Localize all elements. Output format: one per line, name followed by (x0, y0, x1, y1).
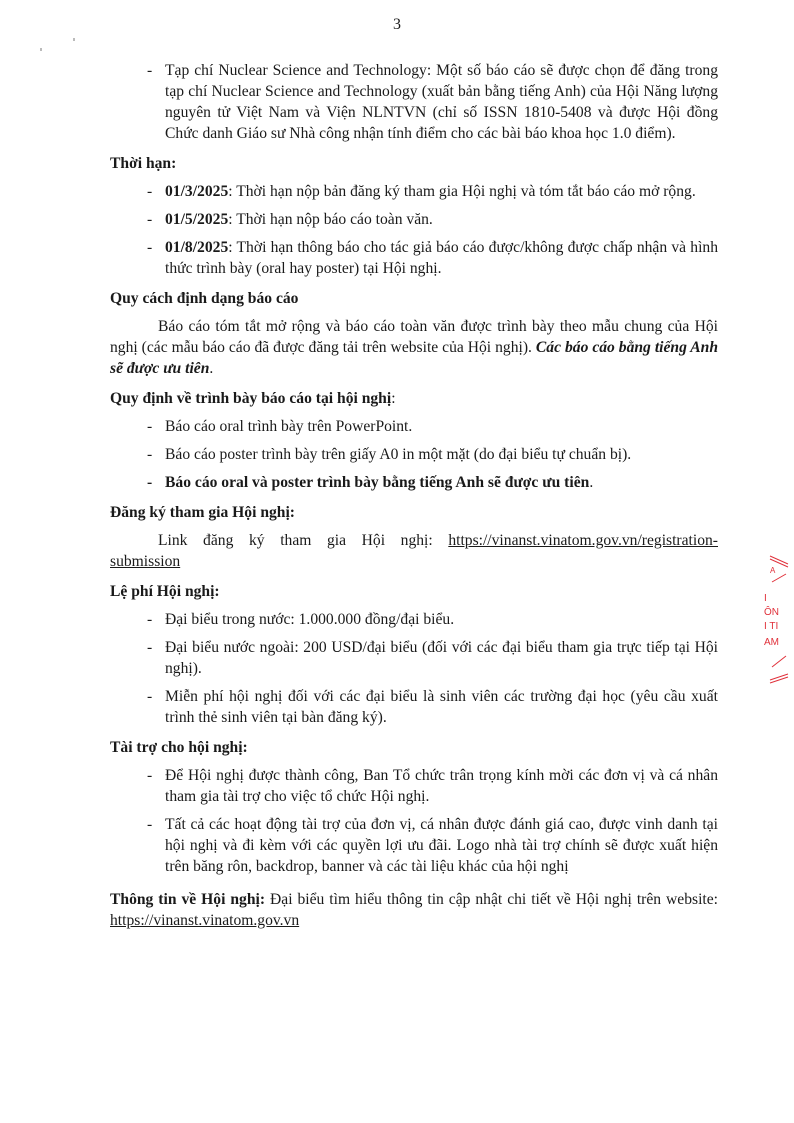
deadline-text: : Thời hạn thông báo cho tác giả báo cáo được/không được chấp nhận và hình thức trình bày (oral hay poster) tại Hội nghị. (165, 239, 718, 277)
bullet-dash: - (147, 183, 153, 200)
fee-item (110, 637, 718, 679)
bullet-dash: - (147, 211, 153, 228)
sponsorship-heading: Tài trợ cho hội nghị: (110, 739, 248, 756)
fee-text: Đại biểu nước ngoài: 200 USD/đại biểu (đối với các đại biểu tham gia trực tiếp tại Hội nghị). (165, 639, 718, 677)
stamp-text: A (770, 566, 776, 575)
bullet-dash: - (147, 418, 153, 435)
presentation-text: Báo cáo oral trình bày trên PowerPoint. (165, 418, 413, 435)
fee-item (110, 686, 718, 728)
document-body (110, 60, 718, 938)
bullet-dash: - (147, 62, 153, 79)
presentation-heading (110, 388, 718, 409)
bullet-dash: - (147, 239, 153, 256)
bullet-dash: - (147, 767, 153, 784)
journal-text: Tạp chí Nuclear Science and Technology: Một số báo cáo sẽ được chọn để đăng trong tạp chí Nuclear Science and Technology (xuất bản bằng tiếng Anh) của Hội Năng lượng nguyên tử Việt Nam và Viện NLNTVN (chỉ số ISSN 1810-5408 và được Hội đồng Chức danh Giáo sư Nhà công nhận tính điểm cho các bài báo khoa học 1.0 điểm). (165, 62, 718, 142)
registration-paragraph (110, 530, 718, 572)
stamp-text: I TI (764, 621, 779, 632)
presentation-item-bold (110, 472, 718, 493)
format-emphasis: Các báo cáo bằng tiếng Anh sẽ được ưu tiên (110, 339, 719, 377)
page-number: 3 (393, 16, 401, 33)
deadline-item (110, 209, 718, 230)
deadline-date: 01/3/2025 (165, 183, 229, 200)
sponsorship-text: Tất cả các hoạt động tài trợ của đơn vị, cá nhân được đánh giá cao, được vinh danh tại hội nghị và đi kèm với các quyền lợi ưu đãi. Logo nhà tài trợ chính sẽ được xuất hiện trên băng rôn, backdrop, banner và các tài liệu khác của hội nghị (165, 816, 718, 875)
format-end: . (209, 360, 214, 377)
stamp-text: AM (764, 637, 779, 648)
deadline-text: : Thời hạn nộp bản đăng ký tham gia Hội nghị và tóm tắt báo cáo mở rộng. (228, 183, 696, 200)
bullet-dash: - (147, 474, 153, 491)
registration-label: Link đăng ký tham gia Hội nghị: (158, 532, 449, 549)
presentation-item (110, 444, 718, 465)
scan-speck (40, 48, 42, 51)
fee-text: Miễn phí hội nghị đối với các đại biểu là sinh viên các trường đại học (yêu cầu xuất trình thẻ sinh viên tại bàn đăng ký). (165, 688, 718, 726)
info-label: Thông tin về Hội nghị: (110, 891, 266, 908)
bullet-dash: - (147, 611, 153, 628)
scan-speck (73, 38, 75, 41)
presentation-bold-text: Báo cáo oral và poster trình bày bằng tiếng Anh sẽ được ưu tiên (165, 474, 590, 491)
sponsorship-item (110, 765, 718, 807)
deadline-item (110, 181, 718, 202)
presentation-heading-colon: : (391, 390, 396, 407)
format-text: Báo cáo tóm tắt mở rộng và báo cáo toàn văn được trình bày theo mẫu chung của Hội nghị (các mẫu báo cáo đã được đăng tải trên website của Hội nghị). (110, 318, 718, 356)
presentation-item (110, 416, 718, 437)
presentation-heading-text: Quy định về trình bày báo cáo tại hội nghị (110, 390, 392, 407)
red-stamp-fragment (756, 552, 792, 692)
fee-text: Đại biểu trong nước: 1.000.000 đồng/đại biểu. (165, 611, 455, 628)
fee-item (110, 609, 718, 630)
info-paragraph (110, 889, 718, 931)
bullet-dash: - (147, 639, 153, 656)
journal-bullet (110, 60, 718, 144)
deadline-date: 01/8/2025 (165, 239, 229, 256)
format-paragraph (110, 316, 718, 379)
bullet-dash: - (147, 816, 153, 833)
deadline-item (110, 237, 718, 279)
info-text: Đại biểu tìm hiểu thông tin cập nhật chi tiết về Hội nghị trên website: (265, 891, 718, 908)
sponsorship-text: Để Hội nghị được thành công, Ban Tổ chức trân trọng kính mời các đơn vị và cá nhân tham gia tài trợ cho việc tổ chức Hội nghị. (165, 767, 718, 805)
format-heading: Quy cách định dạng báo cáo (110, 290, 299, 307)
info-link[interactable]: https://vinanst.vinatom.gov.vn (110, 912, 300, 929)
registration-heading: Đăng ký tham gia Hội nghị: (110, 504, 295, 521)
bullet-dash: - (147, 688, 153, 705)
deadline-text: : Thời hạn nộp báo cáo toàn văn. (228, 211, 433, 228)
sponsorship-item (110, 814, 718, 877)
presentation-text: Báo cáo poster trình bày trên giấy A0 in một mặt (do đại biểu tự chuẩn bị). (165, 446, 632, 463)
deadlines-heading: Thời hạn: (110, 155, 177, 172)
stamp-text: I (764, 593, 767, 604)
registration-link[interactable]: https://vinanst.vinatom.gov.vn/registration-submission (110, 532, 718, 570)
bullet-dash: - (147, 446, 153, 463)
deadline-date: 01/5/2025 (165, 211, 229, 228)
presentation-bold-end: . (589, 474, 594, 491)
fees-heading: Lệ phí Hội nghị: (110, 583, 220, 600)
stamp-text: ÔN (764, 607, 779, 618)
